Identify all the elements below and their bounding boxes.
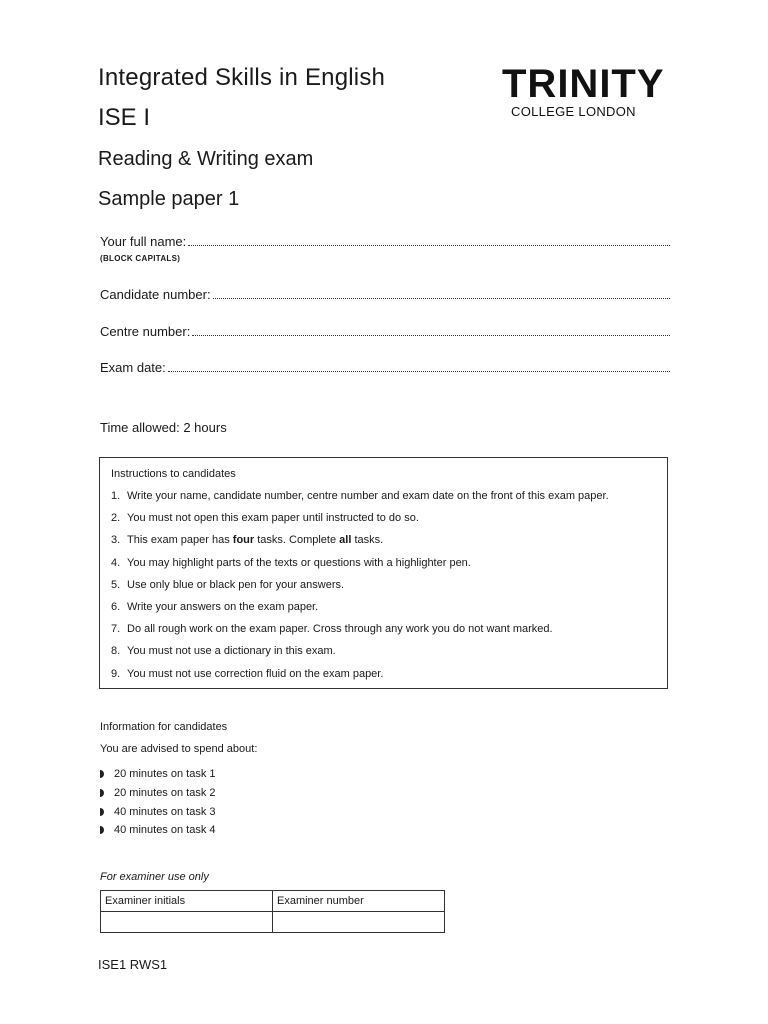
instruction-item: 6. Write your answers on the exam paper. xyxy=(111,600,319,613)
time-allowed-value: 2 hours xyxy=(179,420,227,435)
instruction-item: 4. You may highlight parts of the texts or questions with a highlighter pen. xyxy=(111,556,471,569)
list-item: 20 minutes on task 1 xyxy=(100,765,216,784)
instruction-item: 5. Use only blue or black pen for your answers. xyxy=(111,578,345,591)
time-allowed-label: Time allowed: xyxy=(100,420,180,435)
exam-date-label: Exam date: xyxy=(100,360,166,375)
table-row xyxy=(101,891,445,912)
list-item: 40 minutes on task 3 xyxy=(100,802,216,821)
document-title: Integrated Skills in English xyxy=(98,64,386,91)
instruction-item: 9. You must not use correction fluid on the exam paper. xyxy=(111,667,384,680)
logo-wordmark: TRINITY xyxy=(502,62,665,106)
examiner-number-header: Examiner number xyxy=(273,891,445,912)
list-item: 40 minutes on task 4 xyxy=(100,821,216,840)
information-advice: You are advised to spend about: xyxy=(100,743,258,755)
paper-name: Sample paper 1 xyxy=(98,188,240,210)
time-allowed xyxy=(100,420,227,435)
logo-subtitle: COLLEGE LONDON xyxy=(511,104,636,119)
instructions-title: Instructions to candidates xyxy=(111,468,236,480)
candidate-number-field[interactable] xyxy=(100,287,670,302)
full-name-field[interactable] xyxy=(100,234,670,249)
information-title: Information for candidates xyxy=(100,721,228,733)
instruction-item: 2. You must not open this exam paper until instructed to do so. xyxy=(111,512,419,525)
exam-date-line[interactable] xyxy=(168,370,670,372)
exam-type: Reading & Writing exam xyxy=(98,148,314,170)
exam-level: ISE I xyxy=(98,104,151,131)
bullet-icon xyxy=(100,770,104,778)
examiner-initials-cell[interactable] xyxy=(101,912,273,933)
bullet-icon xyxy=(100,826,104,834)
full-name-line[interactable] xyxy=(188,244,670,246)
bullet-icon xyxy=(100,808,104,816)
instruction-item: 3. This exam paper has four tasks. Complete all tasks. xyxy=(111,534,384,547)
table-row xyxy=(101,912,445,933)
paper-code: ISE1 RWS1 xyxy=(98,957,168,972)
examiner-initials-header: Examiner initials xyxy=(101,891,273,912)
trinity-logo xyxy=(502,64,674,119)
centre-number-label: Centre number: xyxy=(100,324,191,339)
instruction-item: 1. Write your name, candidate number, centre number and exam date on the front of this exam paper. xyxy=(111,490,609,502)
information-list xyxy=(100,765,216,840)
candidate-number-line[interactable] xyxy=(213,297,670,299)
bullet-icon xyxy=(100,789,104,797)
centre-number-line[interactable] xyxy=(192,334,670,336)
candidate-number-label: Candidate number: xyxy=(100,287,211,302)
exam-date-field[interactable] xyxy=(100,360,670,375)
instructions-list xyxy=(111,489,609,689)
instruction-item: 8. You must not use a dictionary in this exam. xyxy=(111,645,336,658)
block-capitals-note: (BLOCK CAPITALS) xyxy=(100,254,181,263)
examiner-use-label: For examiner use only xyxy=(100,871,209,883)
centre-number-field[interactable] xyxy=(100,324,670,339)
list-item: 20 minutes on task 2 xyxy=(100,784,216,803)
full-name-label: Your full name: xyxy=(100,234,187,249)
instruction-item: 7. Do all rough work on the exam paper. Cross through any work you do not want marked. xyxy=(111,623,553,636)
examiner-table xyxy=(100,890,445,933)
instructions-box xyxy=(99,457,668,689)
examiner-number-cell[interactable] xyxy=(273,912,445,933)
